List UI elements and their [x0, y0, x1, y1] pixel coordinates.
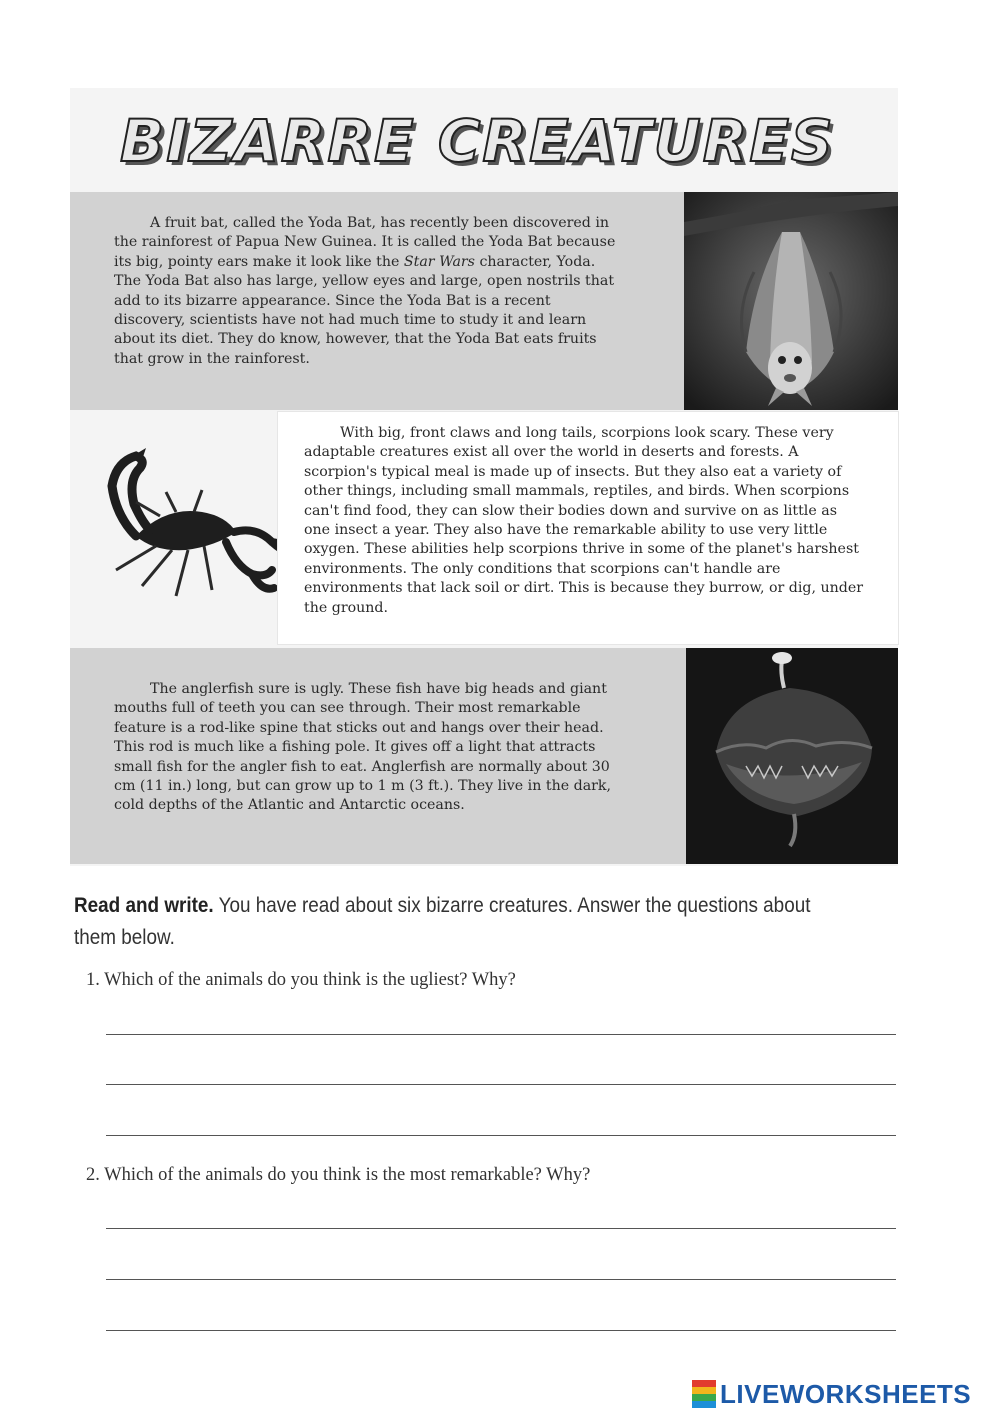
bat-article: [70, 192, 684, 410]
answer-line-q1-1[interactable]: [106, 1034, 896, 1035]
page-title: BIZARRE CREATURES: [120, 107, 835, 175]
answer-line-q2-2[interactable]: [106, 1279, 896, 1280]
liveworksheets-logo[interactable]: [692, 1378, 971, 1410]
answer-line-q2-1[interactable]: [106, 1228, 896, 1229]
anglerfish-photo: [686, 648, 898, 864]
task-label: Read and write.: [74, 894, 214, 917]
scorpion-photo: [76, 446, 302, 610]
task-instructions: [74, 890, 839, 954]
bat-photo: [684, 192, 898, 410]
anglerfish-text: The anglerfish sure is ugly. These fish have big heads and giant mouths full of teeth you can see through. Their most remarkable feature is a rod-like spine that sticks out and hangs over their head. This rod is much like a fishing pole. It gives off a light that attracts small fish for the angler fish to eat. Anglerfish are normally about 30 cm (11 in.) long, but can grow up to 1 m (3 ft.). They live in the dark, cold depths of the Atlantic and Antarctic oceans.: [114, 681, 612, 814]
question-2: 2. Which of the animals do you think is the most remarkable? Why?: [86, 1165, 591, 1185]
question-1: 1. Which of the animals do you think is the ugliest? Why?: [86, 970, 516, 990]
task-text: You have read about six bizarre creatures. Answer the questions about them below.: [74, 894, 811, 949]
answer-line-q1-2[interactable]: [106, 1084, 896, 1085]
scorpion-article: [278, 412, 898, 644]
brand-name: LIVEWORKSHEETS: [720, 1379, 972, 1409]
answer-line-q2-3[interactable]: [106, 1330, 896, 1331]
answer-line-q1-3[interactable]: [106, 1135, 896, 1136]
liveworksheets-logo-icon: [692, 1380, 716, 1408]
anglerfish-article: [70, 648, 686, 864]
bat-text: A fruit bat, called the Yoda Bat, has recently been discovered in the rainforest of Papua New Guinea. It is called the Yoda Bat because its big, pointy ears make it look like the Star Wars character, Yoda. The Yoda Bat also has large, yellow eyes and large, open nostrils that add to its bizarre appearance. Since the Yoda Bat is a recent discovery, scientists have not had much time to study it and learn about its diet. They do know, however, that the Yoda Bat eats fruits that grow in the rainforest.: [114, 215, 616, 367]
scorpion-text: With big, front claws and long tails, scorpions look scary. These very adaptable creatures exist all over the world in deserts and forests. A scorpion's typical meal is made up of insects. But they also eat a variety of other things, including small mammals, reptiles, and birds. When scorpions can't find food, they can slow their bodies down and survive on as little as one insect a year. They also have the remarkable ability to use very little oxygen. These abilities help scorpions thrive in some of the planet's harshest environments. The only conditions that scorpions can't handle are environments that lack soil or dirt. This is because they burrow, or dig, under the ground.: [304, 425, 864, 616]
